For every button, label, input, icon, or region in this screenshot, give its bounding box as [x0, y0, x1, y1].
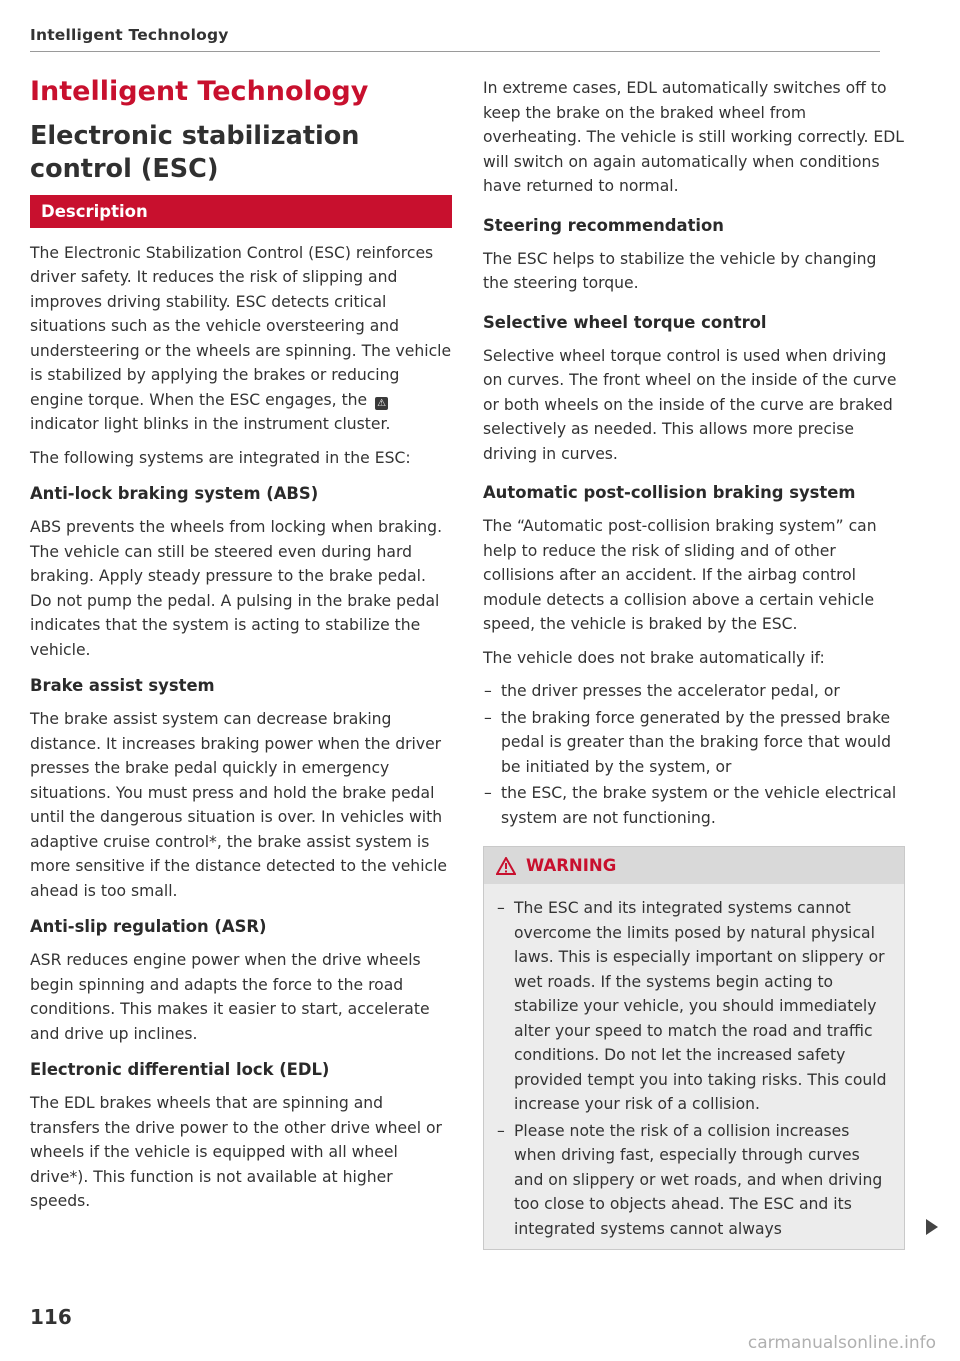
- list-item: – Please note the risk of a collision increases when driving fast, especially through curves and on slippery or wet roads, and when driving too close to objects ahead. The ESC and its integrated systems cannot always: [496, 1119, 890, 1242]
- systems-intro: The following systems are integrated in the ESC:: [30, 448, 411, 467]
- abs-text: ABS prevents the wheels from locking when braking. The vehicle can still be steered even during hard braking. Apply steady pressure to the brake pedal. Do not pump the pedal. A pulsing in the brake pedal indicates that the system is acting to stabilize the vehicle.: [30, 518, 443, 659]
- right-column: [483, 76, 905, 1250]
- running-header: Intelligent Technology: [30, 26, 229, 44]
- intro-text-a: The Electronic Stabilization Control (ESC) reinforces driver safety. It reduces the risk of slipping and improves driving stability. ESC detects critical situations such as the vehicle oversteering and understeering or the wheels are spinning. The vehicle is stabilized by applying the brakes or reducing engine torque. When the ESC engages, the: [30, 243, 452, 409]
- postcollision-text: The “Automatic post-collision braking system” can help to reduce the risk of sliding and of other collisions after an accident. If the airbag control module detects a collision above a certain vehicle speed, the vehicle is braked by the ESC.: [483, 517, 877, 633]
- watermark: carmanualsonline.info: [747, 1333, 936, 1353]
- edl-continued-text: In extreme cases, EDL automatically switches off to keep the brake on the braked wheel from overheating. The vehicle is still working correctly. EDL will switch on again automatically when conditions have returned to normal.: [483, 79, 904, 195]
- warning-box: [483, 846, 905, 1250]
- warning-title: WARNING: [526, 856, 617, 875]
- list-item: – the ESC, the brake system or the vehicle electrical system are not functioning.: [483, 781, 905, 830]
- edl-heading: Electronic differential lock (EDL): [30, 1060, 330, 1080]
- no-brake-list: [483, 679, 905, 830]
- brake-assist-text: The brake assist system can decrease braking distance. It increases braking power when the driver presses the brake pedal quickly in emergency situations. You must press and hold the brake pedal until the dangerous situation is over. In vehicles with adaptive cruise control*, the brake assist system is more sensitive if the distance detected to the vehicle ahead is too small.: [30, 710, 448, 900]
- steering-heading: Steering recommendation: [483, 215, 724, 235]
- left-column: [30, 76, 452, 1223]
- esc-indicator-icon: ⚠: [375, 397, 388, 410]
- list-item: – the braking force generated by the pressed brake pedal is greater than the braking force that would be initiated by the system, or: [483, 706, 905, 780]
- continue-arrow-icon: [926, 1219, 938, 1235]
- description-bar: Description: [30, 195, 452, 228]
- abs-heading: Anti-lock braking system (ABS): [30, 484, 319, 504]
- asr-heading: Anti-slip regulation (ASR): [30, 917, 267, 937]
- postcollision-heading: Automatic post-collision braking system: [483, 483, 856, 502]
- page-number: 116: [30, 1305, 72, 1329]
- header-divider: [30, 51, 880, 52]
- edl-text: The EDL brakes wheels that are spinning and transfers the drive power to the other drive wheel or wheels if the vehicle is equipped with all wheel drive*). This function is not available at higher speeds.: [30, 1094, 442, 1211]
- asr-text: ASR reduces engine power when the drive wheels begin spinning and adapts the force to the road conditions. This makes it easier to start, accelerate and drive up inclines.: [30, 951, 430, 1043]
- warning-header: [484, 847, 904, 884]
- section-title: Electronic stabilization control (ESC): [30, 121, 360, 184]
- brake-assist-heading: Brake assist system: [30, 676, 215, 696]
- torque-text: Selective wheel torque control is used when driving on curves. The front wheel on the inside of the curve or both wheels on the inside of the curve are braked selectively as needed. This allows more precise driving in curves.: [483, 346, 897, 463]
- warning-list: [484, 884, 904, 1249]
- steering-text: The ESC helps to stabilize the vehicle by changing the steering torque.: [483, 249, 877, 292]
- list-item: – The ESC and its integrated systems cannot overcome the limits posed by natural physical laws. This is especially important on slippery or wet roads. If the systems begin acting to stabilize your vehicle, you should immediately alter your speed to match the road and traffic conditions. Do not let the increased safety provided tempt you into taking risks. This could increase your risk of a collision.: [496, 896, 890, 1117]
- list-item: – the driver presses the accelerator pedal, or: [483, 679, 905, 704]
- warning-triangle-icon: [496, 857, 516, 875]
- intro-paragraph: [30, 241, 452, 437]
- chapter-title: Intelligent Technology: [30, 76, 369, 107]
- torque-heading: Selective wheel torque control: [483, 312, 767, 332]
- intro-text-b: indicator light blinks in the instrument cluster.: [30, 415, 391, 434]
- no-brake-intro: The vehicle does not brake automatically if:: [483, 648, 825, 667]
